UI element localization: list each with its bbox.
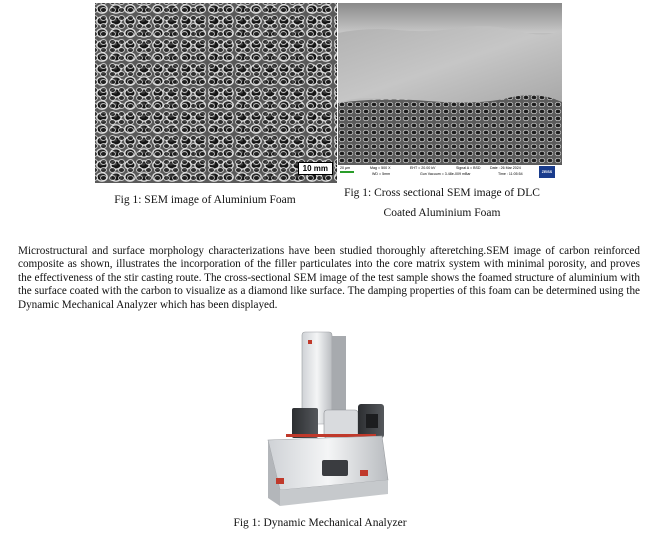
foam-caption: Fig 1: SEM image of Aluminium Foam bbox=[114, 194, 296, 206]
sem-wd: WD = 5mm bbox=[372, 172, 391, 176]
sem-foam-image bbox=[95, 3, 337, 183]
sem-scale-bar bbox=[340, 171, 354, 173]
sem-signal: Signal A = BSD bbox=[456, 166, 481, 170]
sem-info-bar bbox=[338, 165, 562, 181]
dlc-caption-line1: Fig 1: Cross sectional SEM image of DLC bbox=[344, 187, 540, 199]
zeiss-logo: ZEISS bbox=[539, 166, 555, 178]
sem-eht: EHT = 20.00 kV bbox=[410, 166, 436, 170]
dma-machine-image bbox=[262, 330, 394, 508]
dlc-texture bbox=[338, 3, 562, 165]
body-paragraph: Microstructural and surface morphology characterizations have been studied thoroughly afteretching.SEM image of carbon reinforced composite as shown, illustrates the incorporation of the filler particulates into the core matrix system with minimal porosity, and proves the effectiveness of the stir casting route. The cross-sectional SEM image of the test sample shows the foamed structure of aluminium with the surface coated with the carbon to visualize as a diamond like surface. The damping properties of this foam can be determined using the Dynamic Mechanical Analyzer which has been displayed. bbox=[18, 245, 640, 311]
sem-time: Time : 11:05:54 bbox=[498, 172, 523, 176]
sem-date: Date : 26 Mar 2024 bbox=[490, 166, 521, 170]
sem-mag: Mag = 500 X bbox=[370, 166, 391, 170]
dlc-caption-line2: Coated Aluminium Foam bbox=[383, 207, 501, 219]
foam-texture bbox=[95, 3, 337, 183]
sem-vacuum: Gun Vacuum = 3.48e-009 mBar bbox=[420, 172, 471, 176]
dma-caption: Fig 1: Dynamic Mechanical Analyzer bbox=[233, 517, 407, 529]
scale-bar-label: 10 mm bbox=[298, 162, 333, 175]
sem-dlc-image bbox=[338, 3, 562, 181]
sem-scale-label: 20 µm bbox=[340, 166, 351, 170]
dma-machine-drawing bbox=[262, 330, 394, 508]
brand-mark-icon bbox=[308, 340, 312, 344]
